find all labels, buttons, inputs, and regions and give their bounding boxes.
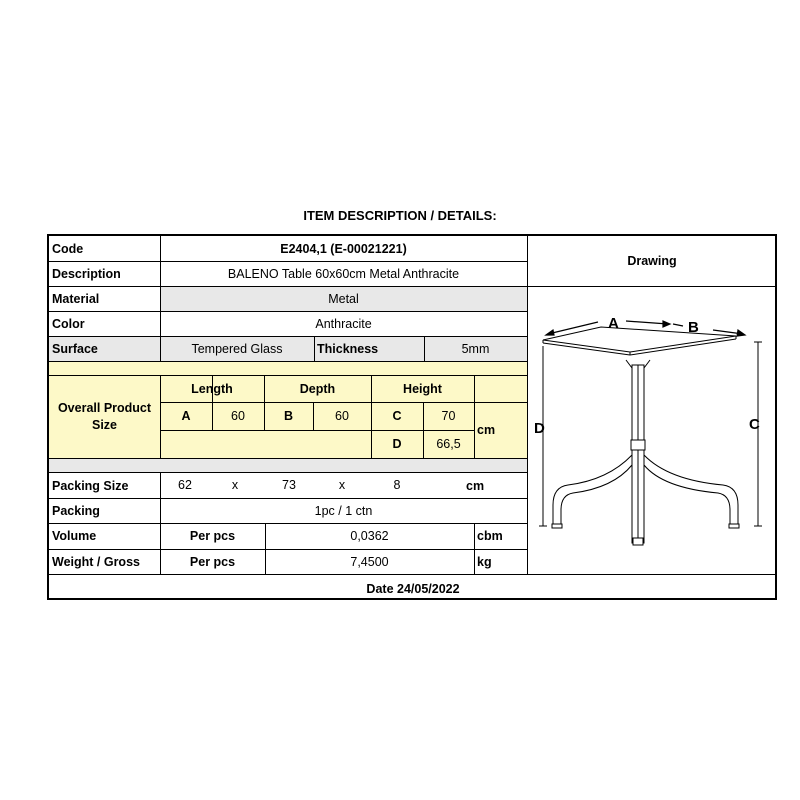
dim-d-letter: D: [392, 437, 402, 451]
packing-label: Packing: [52, 504, 100, 518]
code-value: E2404,1 (E-00021221): [280, 242, 407, 256]
packing-size-x2: x: [338, 478, 346, 492]
weight-label: Weight / Gross: [52, 555, 140, 569]
volume-value: 0,0362: [350, 529, 389, 543]
dim-d-value: 66,5: [436, 437, 461, 451]
packing-size-length: 62: [178, 478, 192, 492]
volume-unit: cbm: [477, 529, 503, 543]
packing-spacer-fill: [49, 458, 527, 472]
page-title: ITEM DESCRIPTION / DETAILS:: [303, 208, 497, 223]
size-blank-fill: [160, 431, 371, 451]
date-footer: Date 24/05/2022: [366, 582, 460, 596]
dim-a-letter: A: [181, 409, 191, 423]
packing-size-unit: cm: [466, 479, 485, 493]
code-label: Code: [52, 242, 84, 256]
drawing-label-b: B: [688, 319, 699, 336]
drawing-label-c: C: [749, 416, 760, 433]
depth-header: Depth: [299, 382, 336, 396]
table-drawing: [528, 290, 776, 560]
description-value: BALENO Table 60x60cm Metal Anthracite: [227, 267, 460, 281]
dim-b-letter: B: [283, 409, 294, 423]
surface-value: Tempered Glass: [191, 342, 283, 356]
material-value: Metal: [328, 292, 359, 306]
surface-label: Surface: [52, 342, 98, 356]
material-label: Material: [52, 292, 100, 306]
volume-label: Volume: [52, 529, 97, 543]
description-label: Description: [52, 267, 121, 281]
packing-value: 1pc / 1 ctn: [314, 504, 373, 518]
size-label-line1: Overall Product: [57, 401, 152, 415]
thickness-value: 5mm: [461, 342, 490, 356]
weight-unit: kg: [477, 555, 492, 569]
size-label-line2: Size: [91, 418, 117, 432]
packing-size-x1: x: [231, 478, 239, 492]
table-top: [543, 327, 736, 352]
drawing-label-d: D: [534, 420, 545, 437]
size-unit: cm: [477, 423, 496, 437]
weight-value: 7,4500: [350, 555, 389, 569]
color-label: Color: [52, 317, 85, 331]
dim-c-value: 70: [441, 409, 456, 423]
length-header: Length: [191, 382, 233, 396]
packing-size-label: Packing Size: [52, 479, 129, 493]
weight-per: Per pcs: [189, 555, 236, 569]
packing-size-depth: 73: [282, 478, 296, 492]
dim-a-value: 60: [231, 409, 245, 423]
dimension-c: [754, 342, 762, 526]
dim-b-value: 60: [335, 409, 349, 423]
drawing-label-a: A: [608, 315, 619, 332]
volume-per: Per pcs: [189, 529, 236, 543]
packing-size-height: 8: [393, 478, 401, 492]
drawing-label: Drawing: [627, 254, 677, 268]
color-value: Anthracite: [315, 317, 372, 331]
table-legs: [552, 455, 739, 528]
dim-c-letter: C: [392, 409, 402, 423]
thickness-label: Thickness: [317, 342, 379, 356]
height-header: Height: [403, 382, 442, 396]
